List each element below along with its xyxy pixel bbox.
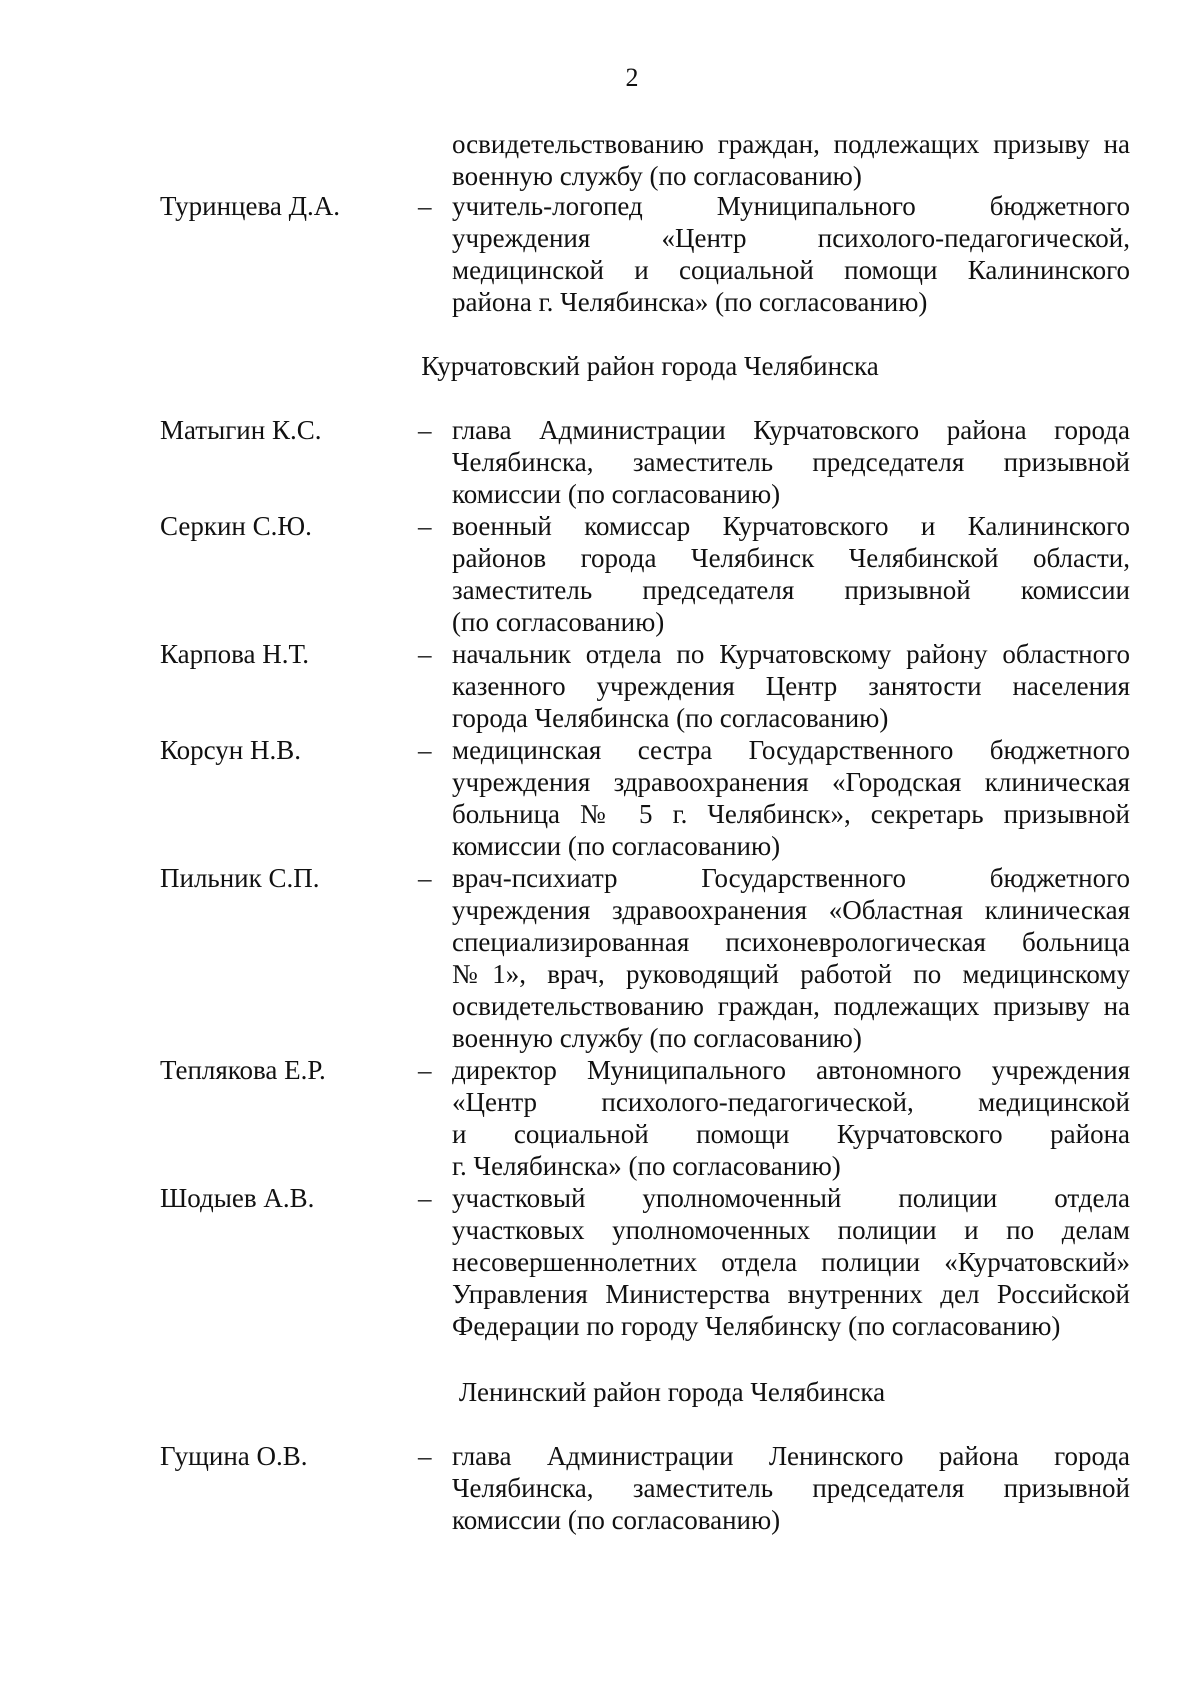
member-role-line: комиссии (по согласованию) <box>452 1505 781 1535</box>
member-role-line: районов города Челябинск Челябинской области, <box>452 543 1130 573</box>
member-name: Шодыев А.В. <box>160 1183 315 1213</box>
member-role-line: глава Администрации Курчатовского района города <box>452 415 1130 445</box>
dash: – <box>418 1441 432 1471</box>
member-name: Теплякова Е.Р. <box>160 1055 326 1085</box>
member-role-line: врач-психиатр Государственного бюджетного <box>452 863 1130 893</box>
page-number: 2 <box>625 63 639 92</box>
member-role-line: директор Муниципального автономного учреждения <box>452 1055 1130 1085</box>
member-role-line: специализированная психоневрологическая больница <box>452 927 1130 957</box>
member-name: Гущина О.В. <box>160 1441 308 1471</box>
member-role-line: Управления Министерства внутренних дел Российской <box>452 1279 1130 1309</box>
member-role-line: и социальной помощи Курчатовского района <box>452 1119 1130 1149</box>
member-role-line: «Центр психолого-педагогической, медицинской <box>452 1087 1130 1117</box>
member-role-line: учреждения «Центр психолого-педагогической, <box>452 223 1130 253</box>
dash: – <box>418 735 432 765</box>
member-name: Туринцева Д.А. <box>160 191 341 221</box>
member-role-line: учитель-логопед Муниципального бюджетного <box>452 191 1130 221</box>
member-name: Серкин С.Ю. <box>160 511 312 541</box>
dash: – <box>418 415 432 445</box>
member-role-line: военную службу (по согласованию) <box>452 1023 862 1053</box>
member-role-line: заместитель председателя призывной комиссии <box>452 575 1130 605</box>
member-role-line: Федерации по городу Челябинску (по согласованию) <box>452 1311 1061 1341</box>
member-role-line: глава Администрации Ленинского района города <box>452 1441 1130 1471</box>
member-role-line: (по согласованию) <box>452 607 665 637</box>
member-role-line: участковый уполномоченный полиции отдела <box>452 1183 1130 1213</box>
member-name: Карпова Н.Т. <box>160 639 310 669</box>
member-role-line: казенного учреждения Центр занятости населения <box>452 671 1130 701</box>
member-role-line: г. Челябинска» (по согласованию) <box>452 1151 841 1181</box>
section-heading-kurchatovsky: Курчатовский район города Челябинска <box>421 351 879 381</box>
dash: – <box>418 1055 432 1085</box>
member-role-line: учреждения здравоохранения «Городская клиническая <box>452 767 1130 797</box>
dash: – <box>418 1183 432 1213</box>
member-role-line: учреждения здравоохранения «Областная клиническая <box>452 895 1130 925</box>
member-name: Пильник С.П. <box>160 863 320 893</box>
member-role-line: начальник отдела по Курчатовскому району областного <box>452 639 1130 669</box>
section-heading-leninsky: Ленинский район города Челябинска <box>458 1377 886 1407</box>
dash: – <box>418 639 432 669</box>
dash: – <box>418 191 432 221</box>
continuation-line: освидетельствованию граждан, подлежащих призыву на <box>452 129 1130 159</box>
member-role-line: несовершеннолетних отдела полиции «Курчатовский» <box>452 1247 1130 1277</box>
dash: – <box>418 511 432 541</box>
member-role-line: медицинской и социальной помощи Калининского <box>452 255 1130 285</box>
member-role-line: военный комиссар Курчатовского и Калининского <box>452 511 1130 541</box>
member-role-line: освидетельствованию граждан, подлежащих призыву на <box>452 991 1130 1021</box>
member-role-line: комиссии (по согласованию) <box>452 831 781 861</box>
member-role-line: больница № 5 г. Челябинск», секретарь призывной <box>452 799 1130 829</box>
member-role-line: района г. Челябинска» (по согласованию) <box>452 287 928 317</box>
member-name: Матыгин К.С. <box>160 415 322 445</box>
member-role-line: Челябинска, заместитель председателя призывной <box>452 447 1130 477</box>
dash: – <box>418 863 432 893</box>
member-role-line: Челябинска, заместитель председателя призывной <box>452 1473 1130 1503</box>
member-role-line: участковых уполномоченных полиции и по делам <box>452 1215 1130 1245</box>
member-role-line: комиссии (по согласованию) <box>452 479 781 509</box>
member-role-line: №1», врач, руководящий работой по медицинскому <box>452 959 1130 989</box>
member-role-line: города Челябинска (по согласованию) <box>452 703 889 733</box>
member-name: Корсун Н.В. <box>160 735 301 765</box>
member-role-line: медицинская сестра Государственного бюджетного <box>452 735 1130 765</box>
continuation-line: военную службу (по согласованию) <box>452 161 862 191</box>
